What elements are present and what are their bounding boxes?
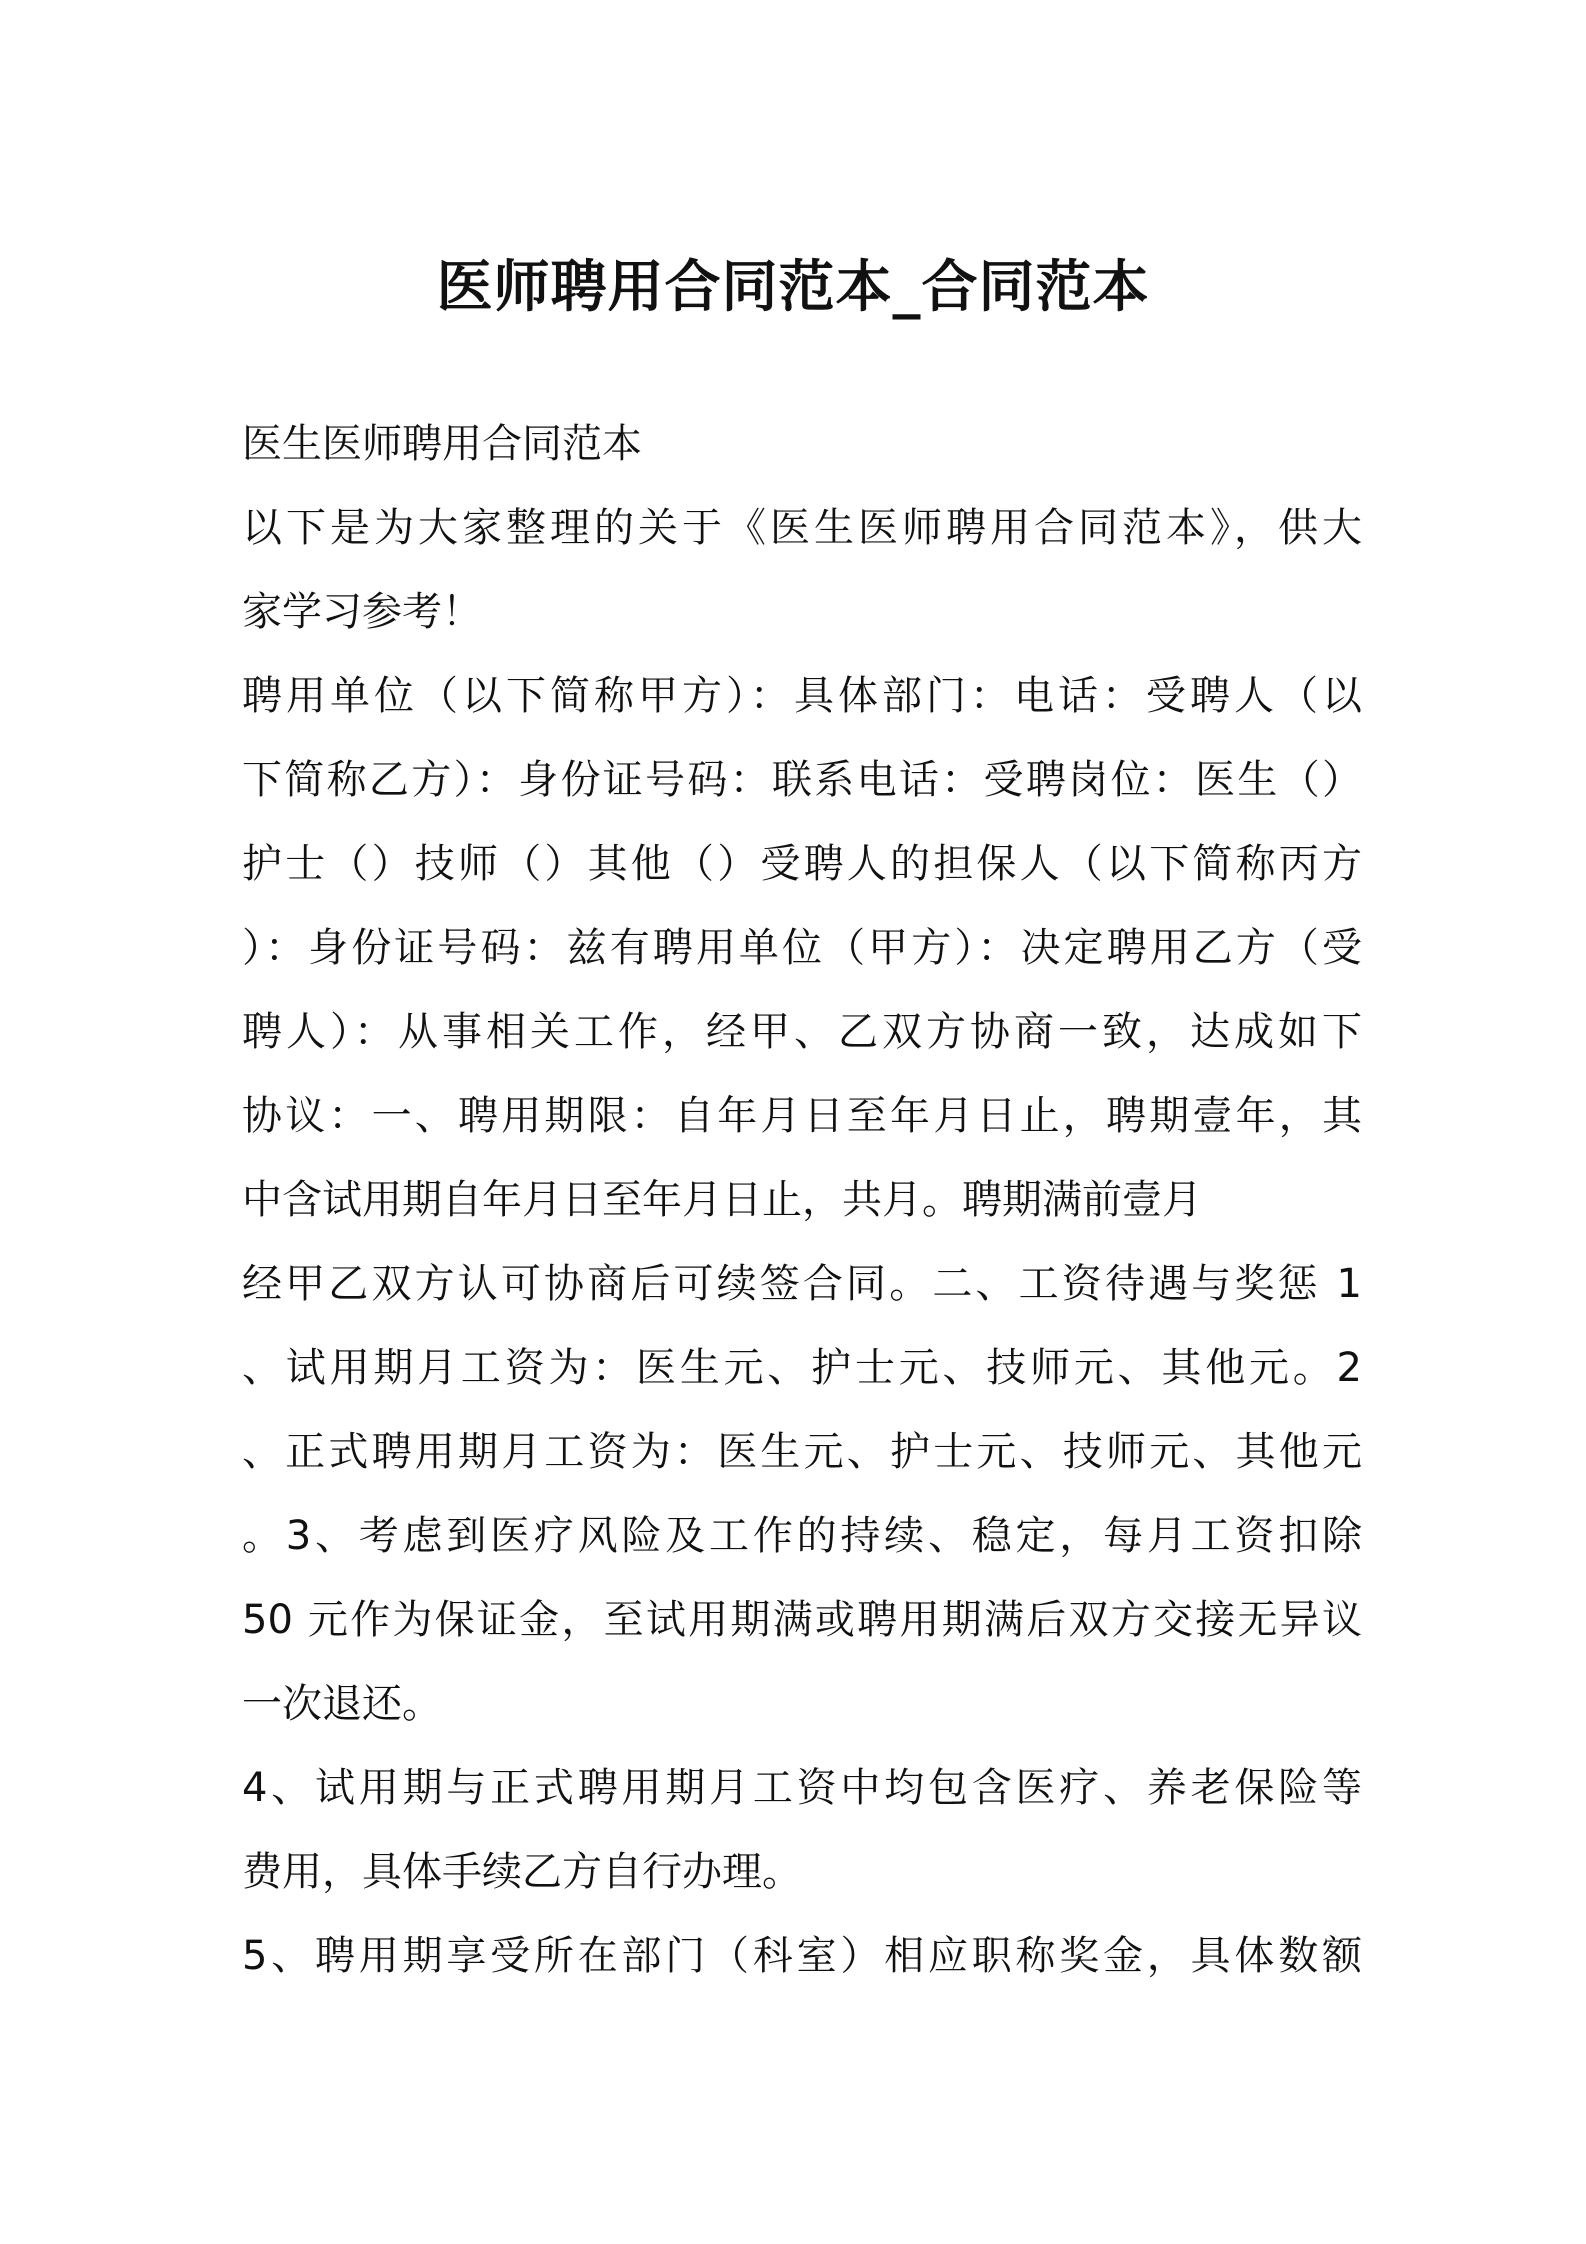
body-line: 以下是为大家整理的关于《医生医师聘用合同范本》，供大 xyxy=(242,505,1362,551)
body-line: 下简称乙方）：身份证号码：联系电话：受聘岗位：医生（） xyxy=(242,757,1362,803)
body-line: 经甲乙双方认可协商后可续签合同。二、工资待遇与奖惩 1 xyxy=(242,1261,1362,1307)
body-line: 费用，具体手续乙方自行办理。 xyxy=(242,1849,802,1895)
body-line: 、正式聘用期月工资为：医生元、护士元、技师元、其他元 xyxy=(242,1429,1362,1475)
body-line: 护士（）技师（）其他（）受聘人的担保人（以下简称丙方 xyxy=(242,841,1362,887)
body-line: 。3、考虑到医疗风险及工作的持续、稳定，每月工资扣除 xyxy=(242,1513,1362,1559)
subtitle-line: 医生医师聘用合同范本 xyxy=(242,421,642,467)
body-line: 聘人）：从事相关工作，经甲、乙双方协商一致，达成如下 xyxy=(242,1009,1362,1055)
body-line: 协议：一、聘用期限：自年月日至年月日止，聘期壹年，其 xyxy=(242,1093,1362,1139)
body-line: 、试用期月工资为：医生元、护士元、技师元、其他元。2 xyxy=(242,1345,1362,1391)
body-line: 5、聘用期享受所在部门（科室）相应职称奖金，具体数额 xyxy=(242,1933,1362,1979)
body-line: ）：身份证号码：兹有聘用单位（甲方）：决定聘用乙方（受 xyxy=(242,925,1362,971)
document-title: 医师聘用合同范本_合同范本 xyxy=(436,255,1150,320)
body-line: 聘用单位（以下简称甲方）：具体部门：电话：受聘人（以 xyxy=(242,673,1362,719)
body-line: 中含试用期自年月日至年月日止，共月。聘期满前壹月 xyxy=(242,1177,1202,1223)
body-line: 一次退还。 xyxy=(242,1681,442,1727)
body-line: 4、试用期与正式聘用期月工资中均包含医疗、养老保险等 xyxy=(242,1765,1362,1811)
body-line: 50 元作为保证金，至试用期满或聘用期满后双方交接无异议 xyxy=(242,1597,1362,1643)
body-line: 家学习参考！ xyxy=(242,589,482,635)
